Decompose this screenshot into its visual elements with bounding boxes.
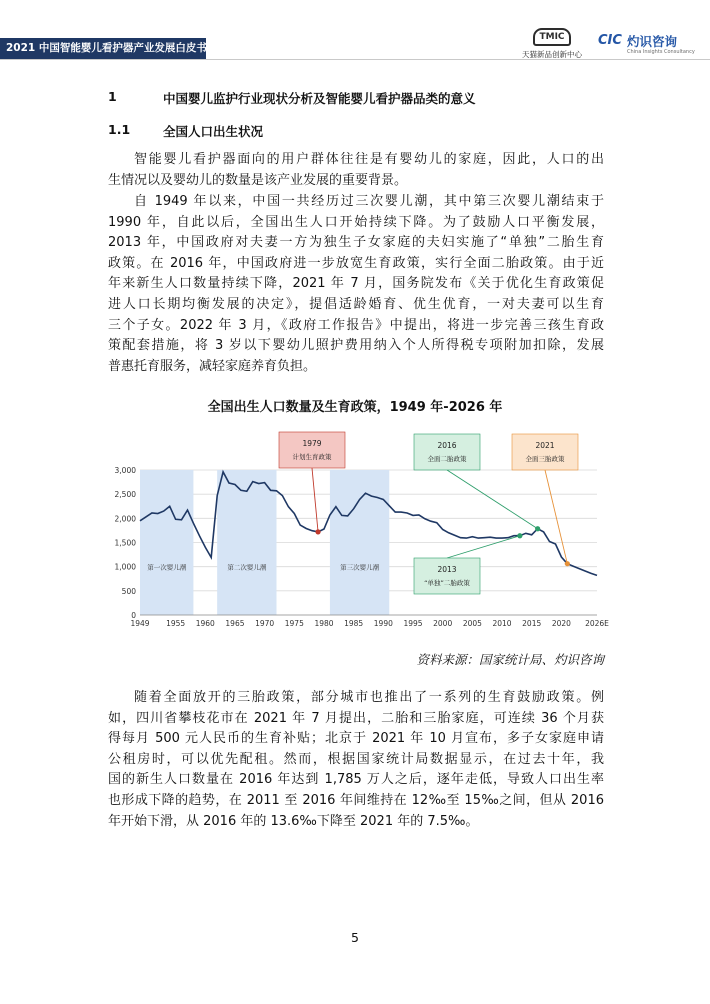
paragraph-line: 政策。在 2016 年，中国政府进一步放宽生育政策，实行全面二胎政策。由于近 xyxy=(108,255,604,271)
paragraph-1 xyxy=(108,150,604,191)
x-tick-label: 2005 xyxy=(462,619,482,628)
paragraph-line: 1990 年，自此以后，全国出生人口开始持续下降。为了鼓励人口平衡发展， xyxy=(108,214,604,230)
paragraph-line: 公租房时，可以优先配租。然而，根据国家统计局数据显示，在过去十年，我 xyxy=(108,751,604,767)
x-tick-label: 1949 xyxy=(130,619,150,628)
cic-logo-name: 灼识咨询 xyxy=(627,34,678,49)
policy-box xyxy=(512,434,578,470)
paragraph-3 xyxy=(108,688,604,832)
x-tick-label: 1985 xyxy=(344,619,364,628)
policy-arrow xyxy=(312,468,318,532)
x-tick-label: 1990 xyxy=(373,619,393,628)
paragraph-line: 2013 年，中国政府对夫妻一方为独生子女家庭的夫妇实施了“单独”二胎生育 xyxy=(108,235,604,251)
x-tick-label: 1970 xyxy=(255,619,275,628)
cic-logo-mark: CIC xyxy=(598,33,622,48)
y-tick-label: 500 xyxy=(121,586,136,596)
chart-source: 资料来源：国家统计局、灼识咨询 xyxy=(416,652,604,667)
baby-boom-band xyxy=(140,470,193,615)
x-tick-label: 1995 xyxy=(403,619,423,628)
paragraph-line: 进人口长期均衡发展的决定》，提倡适龄婚育、优生优育，一对夫妻可以生育 xyxy=(108,296,604,312)
paragraph-line: 自 1949 年以来，中国一共经历过三次婴儿潮，其中第三次婴儿潮结束于 xyxy=(134,194,604,209)
policy-marker xyxy=(565,561,570,566)
x-tick-label: 1975 xyxy=(284,619,304,628)
tmic-logo-mark: TMIC xyxy=(533,28,571,46)
tmic-logo-caption: 天猫新品创新中心 xyxy=(522,50,582,59)
baby-boom-label: 第二次婴儿潮 xyxy=(227,563,267,572)
tmic-logo xyxy=(516,26,588,62)
x-tick-label: 2010 xyxy=(492,619,512,628)
y-tick-label: 2,000 xyxy=(114,514,136,524)
paragraph-line: 得每月 500 元人民币的生育补贴；北京于 2021 年 10 月宣布，多子女家庭申请 xyxy=(108,731,604,747)
paragraph-line: 年来新生人口数量持续下降，2021 年 7 月，国务院发布《关于优化生育政策促 xyxy=(108,276,604,292)
x-tick-label: 1965 xyxy=(225,619,245,628)
y-tick-label: 1,000 xyxy=(114,562,136,572)
y-tick-label: 0 xyxy=(131,611,136,620)
y-tick-label: 3,000 xyxy=(114,466,136,475)
paragraph-2 xyxy=(108,192,604,377)
paragraph-line: 随着全面放开的三胎政策，部分城市也推出了一系列的生育鼓励政策。例 xyxy=(134,690,604,705)
policy-arrow xyxy=(545,470,567,564)
policy-marker xyxy=(315,529,320,534)
paragraph-line: 也形成下降的趋势，在 2011 至 2016 年间维持在 12‰至 15‰之间，但从 2016 xyxy=(108,792,604,808)
baby-boom-label: 第一次婴儿潮 xyxy=(147,563,187,572)
policy-name: “单独”二胎政策 xyxy=(424,579,470,587)
cic-logo-english: China Insights Consultancy xyxy=(627,49,695,55)
policy-year: 1979 xyxy=(302,439,322,448)
policy-box xyxy=(414,558,480,594)
chart-title: 全国出生人口数量及生育政策，1949 年-2026 年 xyxy=(207,400,503,415)
y-tick-label: 2,500 xyxy=(114,490,136,500)
birth-population-chart xyxy=(100,420,610,640)
paragraph-line: 策配套措施，将 3 岁以下婴幼儿照护费用纳入个人所得税专项附加扣除，发展 xyxy=(108,338,604,354)
section-title: 中国婴儿监护行业现状分析及智能婴儿看护器品类的意义 xyxy=(163,91,476,106)
paragraph-line: 国的新生人口数量在 2016 年达到 1,785 万人之后，逐年走低，导致人口出生率 xyxy=(108,772,604,788)
x-tick-label: 1960 xyxy=(195,619,215,628)
paragraph-line: 智能婴儿看护器面向的用户群体往往是有婴幼儿的家庭，因此，人口的出 xyxy=(134,152,604,167)
y-tick-label: 1,500 xyxy=(114,538,136,548)
policy-year: 2013 xyxy=(437,565,457,574)
policy-name: 全面三胎政策 xyxy=(525,455,565,463)
policy-arrow xyxy=(447,536,520,558)
x-tick-label: 2015 xyxy=(522,619,542,628)
x-tick-label: 1955 xyxy=(166,619,186,628)
subsection-title: 全国人口出生状况 xyxy=(163,124,264,139)
paragraph-line: 年开始下滑，从 2016 年的 13.6‰下降至 2021 年的 7.5‰。 xyxy=(108,813,479,829)
x-tick-label: 2020 xyxy=(551,619,571,628)
policy-marker xyxy=(517,533,522,538)
paragraph-line: 三个子女。2022 年 3 月，《政府工作报告》中提出，将进一步完善三孩生育政 xyxy=(108,317,604,333)
policy-year: 2021 xyxy=(535,441,555,450)
document-header-title: 2021 中国智能婴儿看护器产业发展白皮书 xyxy=(0,38,206,59)
cic-logo xyxy=(598,30,695,60)
paragraph-line: 生情况以及婴幼儿的数量是该产业发展的重要背景。 xyxy=(108,172,408,188)
x-tick-label: 1980 xyxy=(314,619,334,628)
x-tick-label: 2000 xyxy=(433,619,453,628)
subsection-number: 1.1 xyxy=(108,122,131,137)
baby-boom-label: 第三次婴儿潮 xyxy=(340,563,380,572)
policy-year: 2016 xyxy=(437,441,457,450)
policy-box xyxy=(279,432,345,468)
policy-box xyxy=(414,434,480,470)
policy-name: 全面二胎政策 xyxy=(427,455,467,463)
policy-arrow xyxy=(447,470,538,529)
baby-boom-band xyxy=(330,470,389,615)
section-number: 1 xyxy=(108,89,117,104)
page-number: 5 xyxy=(351,930,359,945)
policy-name: 计划生育政策 xyxy=(292,453,332,461)
x-tick-label: 2026E xyxy=(585,619,609,628)
paragraph-line: 如，四川省攀枝花市在 2021 年 7 月提出，二胎和三胎家庭，可连续 36 个月获 xyxy=(108,710,604,726)
policy-marker xyxy=(535,526,540,531)
paragraph-line: 普惠托育服务，减轻家庭养育负担。 xyxy=(108,358,317,374)
